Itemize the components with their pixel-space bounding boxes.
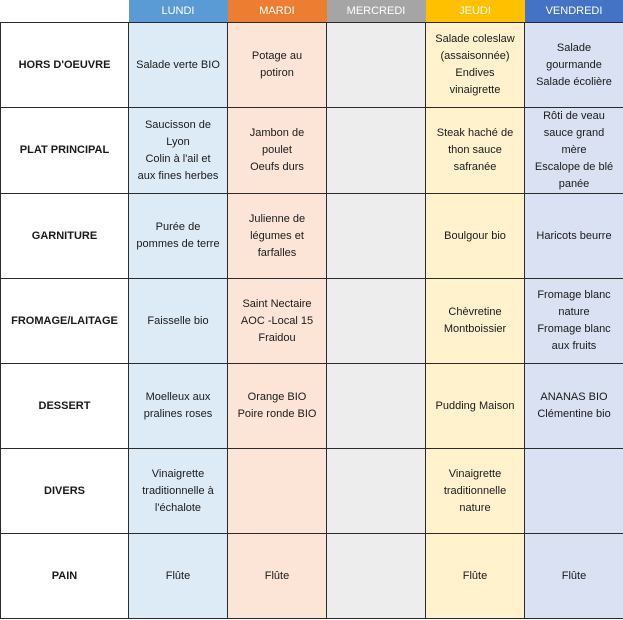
menu-cell-lundi (129, 194, 228, 279)
menu-cell-lundi (129, 279, 228, 364)
dish-line: Julienne de (248, 212, 306, 225)
dish-line: AOC -Local 15 (240, 314, 314, 327)
day-header-vendredi: VENDREDI (525, 0, 623, 23)
dish-line: potiron (260, 67, 294, 79)
dish-line: pralines roses (143, 408, 213, 420)
dish-line: Fromage blanc (537, 323, 611, 335)
dish-line: nature (558, 306, 590, 318)
dish-line: nature (459, 501, 491, 514)
dish-line: Rôti de veau (543, 110, 605, 122)
menu-row (1, 23, 623, 108)
dish-line: (assaisonnée) (440, 50, 510, 62)
dish-line: Purée de (155, 221, 201, 233)
menu-cell-jeudi (426, 279, 525, 364)
dish-line: légumes et (250, 229, 304, 242)
dish-line: vinaigrette (449, 84, 501, 96)
dish-line: Saucisson de (144, 118, 212, 131)
dish-line: Colin à l'ail et (145, 152, 211, 165)
dish-line: Endives (455, 67, 495, 79)
menu-row (1, 108, 623, 194)
category-label: PAIN (1, 534, 129, 619)
menu-row (1, 534, 623, 619)
dish-line: Moelleux aux (145, 391, 211, 403)
menu-row (1, 279, 623, 364)
dish-line: Oeufs durs (250, 161, 304, 173)
menu-cell-jeudi (426, 364, 525, 449)
dish-line: Pudding Maison (435, 399, 515, 412)
menu-cell-mardi (228, 449, 327, 534)
dish-line: Fraidou (258, 331, 296, 344)
menu-cell-vendredi (525, 364, 623, 449)
menu-cell-jeudi (426, 23, 525, 108)
dish-line: traditionnelle (443, 484, 507, 497)
category-label: PLAT PRINCIPAL (1, 108, 129, 194)
dish-line: mère (561, 144, 587, 156)
category-label: DIVERS (1, 449, 129, 534)
dish-line: Saint Nectaire (242, 297, 312, 310)
dish-line: Haricots beurre (536, 229, 612, 242)
dish-line: aux fruits (551, 340, 597, 352)
menu-cell-lundi (129, 364, 228, 449)
menu-cell-mercredi (327, 364, 426, 449)
dish-line: Poire ronde BIO (237, 408, 317, 420)
dish-line: farfalles (257, 246, 297, 259)
dish-line: Vinaigrette (151, 467, 205, 480)
dish-line: Lyon (166, 135, 190, 148)
menu-cell-vendredi (525, 449, 623, 534)
menu-cell-mercredi (327, 534, 426, 619)
day-header-mercredi: MERCREDI (327, 0, 426, 23)
menu-cell-mercredi (327, 279, 426, 364)
day-header-lundi: LUNDI (129, 0, 228, 23)
dish-line: Flûte (165, 569, 191, 582)
menu-cell-vendredi (525, 194, 623, 279)
dish-line: Vinaigrette (448, 467, 502, 480)
menu-cell-mercredi (327, 23, 426, 108)
header-corner (1, 0, 129, 23)
dish-line: Salade (556, 41, 592, 54)
dish-line: Faisselle bio (147, 314, 209, 327)
dish-line: ANANAS BIO (540, 391, 608, 403)
dish-line: Boulgour bio (444, 229, 506, 242)
menu-row (1, 364, 623, 449)
dish-line: Chèvretine (448, 306, 502, 318)
menu-cell-vendredi (525, 23, 623, 108)
menu-cell-mardi (228, 534, 327, 619)
dish-line: Steak haché de (436, 127, 514, 139)
menu-cell-vendredi (525, 534, 623, 619)
dish-line: Potage au (251, 50, 303, 62)
day-header-jeudi: JEUDI (426, 0, 525, 23)
dish-line: poulet (262, 144, 292, 156)
menu-row (1, 194, 623, 279)
dish-line: aux fines herbes (137, 169, 219, 182)
menu-cell-vendredi (525, 279, 623, 364)
dish-line: Orange BIO (247, 391, 307, 403)
dish-line: traditionnelle à (142, 484, 214, 497)
category-label: DESSERT (1, 364, 129, 449)
menu-cell-mardi (228, 279, 327, 364)
menu-cell-jeudi (426, 449, 525, 534)
category-label: HORS D'OEUVRE (1, 23, 129, 108)
menu-row (1, 449, 623, 534)
dish-line: Clémentine bio (537, 408, 611, 420)
dish-line: pommes de terre (136, 238, 220, 250)
menu-body (1, 23, 623, 619)
menu-cell-mercredi (327, 449, 426, 534)
menu-cell-lundi (129, 449, 228, 534)
category-label: GARNITURE (1, 194, 129, 279)
dish-line: Fromage blanc (537, 289, 611, 301)
dish-line: Salade coleslaw (435, 33, 515, 45)
dish-line: gourmande (546, 58, 602, 71)
menu-cell-lundi (129, 534, 228, 619)
menu-cell-mercredi (327, 194, 426, 279)
menu-cell-vendredi (525, 108, 623, 194)
menu-cell-lundi (129, 108, 228, 194)
category-label: FROMAGE/LAITAGE (1, 279, 129, 364)
dish-line: Salade verte BIO (136, 58, 220, 71)
dish-line: Escalope de blé (534, 161, 614, 173)
menu-cell-mardi (228, 194, 327, 279)
dish-line: Flûte (561, 569, 587, 582)
menu-cell-jeudi (426, 534, 525, 619)
dish-line: thon sauce (448, 144, 502, 156)
menu-cell-mardi (228, 108, 327, 194)
menu-cell-jeudi (426, 194, 525, 279)
menu-cell-lundi (129, 23, 228, 108)
dish-line: sauce grand (543, 127, 605, 139)
dish-line: Salade écolière (536, 75, 612, 88)
dish-line: Jambon de (249, 127, 305, 139)
day-header-row (1, 0, 623, 23)
menu-cell-jeudi (426, 108, 525, 194)
dish-line: Montboissier (443, 323, 507, 335)
dish-line: l'échalote (154, 501, 202, 514)
day-header-mardi: MARDI (228, 0, 327, 23)
menu-cell-mardi (228, 364, 327, 449)
menu-cell-mercredi (327, 108, 426, 194)
dish-line: Flûte (462, 569, 488, 582)
menu-cell-mardi (228, 23, 327, 108)
dish-line: panée (558, 178, 590, 190)
dish-line: safranée (453, 161, 497, 173)
dish-line: Flûte (264, 569, 290, 582)
